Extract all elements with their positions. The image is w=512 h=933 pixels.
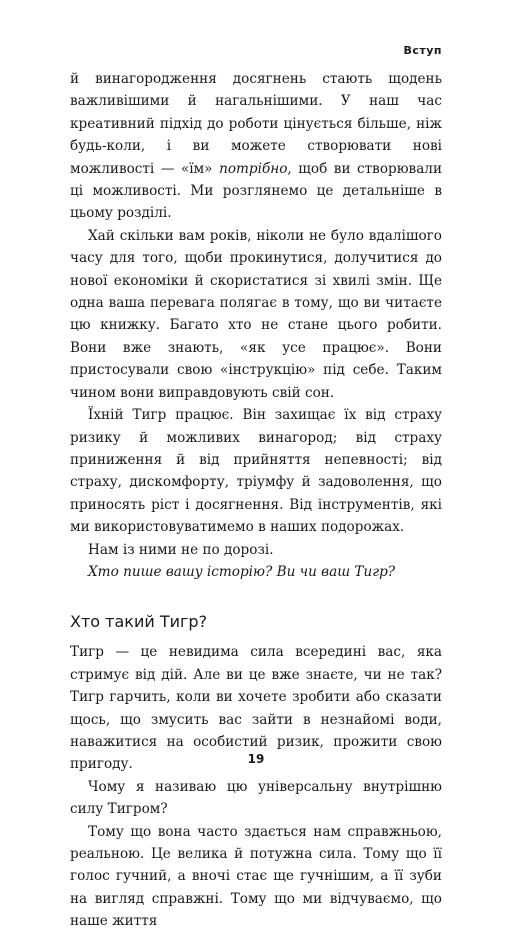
body-text (70, 68, 442, 933)
emphasis-text: потрібно (219, 160, 288, 177)
page-number: 19 (247, 752, 265, 766)
paragraph: Хай скільки вам років, ніколи не було вдалішого часу для того, щоби прокинутися, долучитися до нової економіки й скористатися зі хвилі змін. Ще одна ваша перевага полягає в тому, що ви читаєте цю книжку. Багато хто не стане цього робити. Вони вже знають, «як усе працює». Вони пристосували свою «інструкцію» під себе. Таким чином вони виправдовують свій сон. (70, 227, 442, 401)
italic-text: Хто пише вашу історію? Ви чи ваш Тигр? (88, 563, 396, 580)
paragraph: Нам із ними не по дорозі. (88, 541, 274, 558)
paragraph: Тому що вона часто здається нам справжньою, реальною. Це велика й потужна сила. Тому що її голос гучний, а вночі стає ще гучнішим, а її зуби на вигляд справжні. Тому що ми відчуваємо, що наше життя (70, 823, 442, 930)
section-heading: Хто такий Тигр? (70, 612, 208, 632)
paragraph-text: й винагородження досягнень стають щодень важливішими й нагальнішими. У наш час креативний підхід до роботи цінується більше, ніж будь-коли, і ви можете створювати нові можливості — «їм» (70, 71, 442, 177)
paragraph-continued (70, 68, 442, 225)
paragraph-text: , щоб ви створювали ці можливості. Ми розглянемо це детальніше в цьому розділі. (70, 160, 443, 222)
running-head: Вступ (403, 44, 442, 57)
paragraph: Чому я називаю цю універсальну внутрішню силу Тигром? (70, 778, 442, 818)
italic-question (70, 561, 442, 583)
paragraph: Тигр — це невидима сила всередині вас, яка стримує від дій. Але ви це вже знаєте, чи не так? Тигр гарчить, коли ви хочете зробити або сказати щось, що змусить вас зайти в незнайомі води, наважитися на особистий ризик, прожити свою пригоду. (70, 644, 442, 773)
paragraph: Їхній Тигр працює. Він захищає їх від страху ризику й можливих винагород; від страху приниження й від прийняття непевності; від страху, дискомфорту, тріумфу й задоволення, що приносять ріст і досягнення. Від інструментів, які ми використовуватимемо в наших подорожах. (70, 407, 442, 536)
